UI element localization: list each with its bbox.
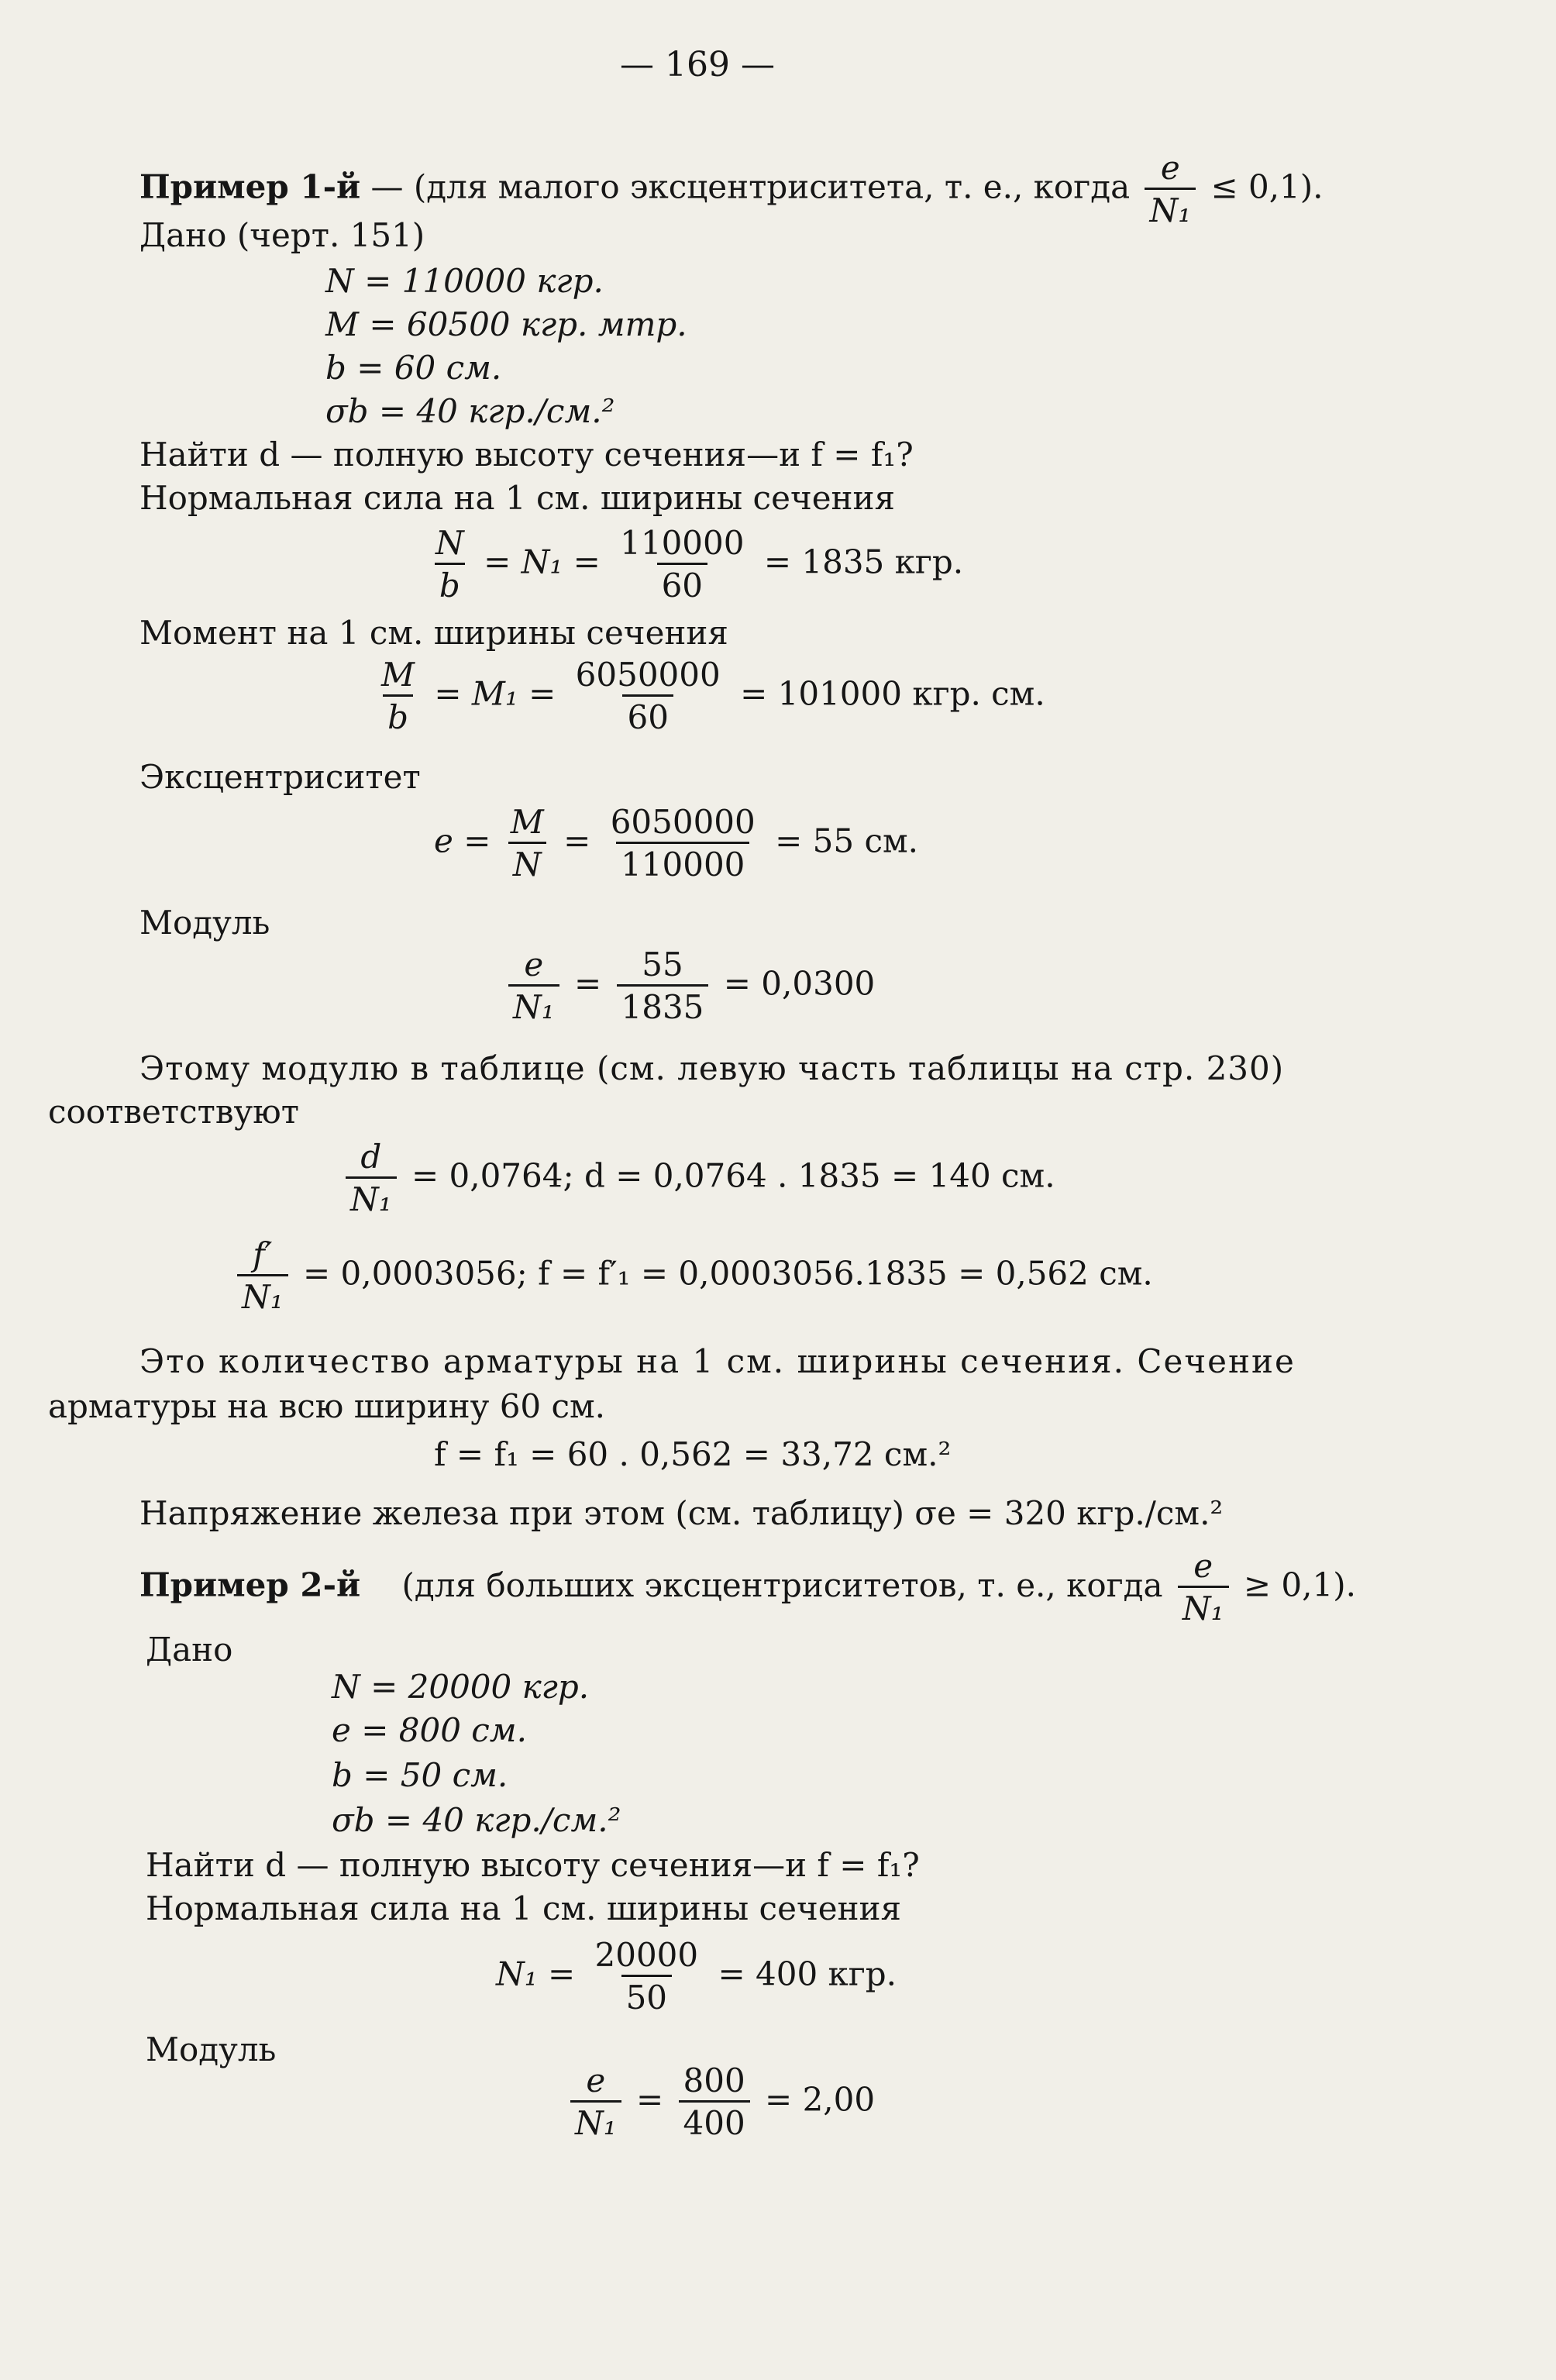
example2-given: Дано xyxy=(146,1631,233,1669)
example1-b: b = 60 см. xyxy=(325,349,502,387)
fraction-numerator: e xyxy=(586,2061,606,2099)
fraction-denominator: 60 xyxy=(657,563,707,602)
fraction-denominator: N₁ xyxy=(570,2100,621,2140)
example1-condition-prefix: — (для малого эксцентриситета, т. е., когда xyxy=(370,167,1131,206)
fraction-denominator: 400 xyxy=(679,2100,750,2140)
example2-condition-prefix: (для больших эксцентриситетов, т. е., когда xyxy=(401,1565,1163,1604)
example2-find: Найти d — полную высоту сечения—и f = f₁? xyxy=(146,1846,920,1884)
fraction-numerator: f′ xyxy=(253,1235,273,1273)
example1-heading: Пример 1-й xyxy=(139,167,361,206)
fraction-denominator: 50 xyxy=(621,1975,672,2014)
equation-term: N₁ = xyxy=(496,1955,576,1993)
example1-moment-text: Момент на 1 см. ширины сечения xyxy=(139,614,728,652)
fraction-denominator: b xyxy=(383,694,413,734)
example1-find: Найти d — полную высоту сечения—и f = f₁? xyxy=(139,436,914,474)
example1-reinforcement-text-cont: арматуры на всю ширину 60 см. xyxy=(48,1387,606,1425)
equation-result: = 0,0003056; f = f′₁ = 0,0003056.1835 = 0,562 см. xyxy=(302,1254,1153,1293)
example1-given: Дано (черт. 151) xyxy=(139,216,425,254)
equation-result: = 101000 кгр. см. xyxy=(740,674,1045,713)
example1-equation-5 xyxy=(341,1138,1055,1218)
example1-reinforcement-text: Это количество арматуры на 1 см. ширины сечения. Сечение xyxy=(139,1342,1296,1380)
example2-equation-1 xyxy=(496,1936,897,2017)
fraction-numerator: 110000 xyxy=(620,524,745,562)
equation-result: = 0,0300 xyxy=(723,964,876,1003)
fraction-denominator: N xyxy=(508,842,546,881)
example1-N: N = 110000 кгр. xyxy=(325,262,604,300)
fraction-denominator: N₁ xyxy=(346,1176,397,1216)
example1-normal-force-text: Нормальная сила на 1 см. ширины сечения xyxy=(139,479,896,517)
fraction-numerator: 6050000 xyxy=(610,803,756,841)
example1-condition-fraction xyxy=(1145,149,1196,229)
example2-heading-line xyxy=(139,1547,1356,1627)
example1-equation-6 xyxy=(232,1235,1153,1316)
example2-sigma-b: σb = 40 кгр./см.² xyxy=(332,1801,621,1839)
equation-term: = N₁ = xyxy=(484,542,601,581)
example2-normal-force-text: Нормальная сила на 1 см. ширины сечения xyxy=(146,1889,902,1927)
equation-result: = 55 см. xyxy=(775,821,919,860)
fraction-numerator: d xyxy=(360,1138,382,1176)
example2-condition-fraction xyxy=(1178,1547,1229,1627)
example1-eccentricity-text: Эксцентриситет xyxy=(139,758,421,796)
equation-term: = M₁ = xyxy=(434,674,556,713)
example2-e: e = 800 см. xyxy=(332,1711,527,1749)
fraction-numerator: 20000 xyxy=(594,1936,699,1974)
example1-equation-1 xyxy=(426,524,964,604)
example2-modulus-text: Модуль xyxy=(146,2030,277,2068)
example1-modulus-text: Модуль xyxy=(139,904,270,942)
fraction-denominator: N₁ xyxy=(508,984,559,1024)
fraction-denominator: 1835 xyxy=(617,984,709,1024)
example1-equation-3: e = $\frac{M}{N}$ = $\frac{6050000}{110000}$ = 55 см. xyxy=(434,803,919,883)
fraction-numerator: 55 xyxy=(642,945,683,983)
example1-condition-suffix: ≤ 0,1). xyxy=(1210,167,1324,206)
example1-equation-4: $\frac{e}{\text{N₁}}$ = $\frac{55}{1835}$ = 0,0300 xyxy=(504,949,875,1024)
fraction-numerator: 6050000 xyxy=(575,656,721,694)
fraction-denominator: N₁ xyxy=(1178,1586,1229,1625)
fraction-denominator: 110000 xyxy=(616,842,749,881)
example2-heading: Пример 2-й xyxy=(139,1565,361,1604)
fraction-denominator: 60 xyxy=(622,694,673,734)
example1-table-text: Этому модулю в таблице (см. левую часть таблицы на стр. 230) xyxy=(139,1049,1285,1087)
example1-stress-text: Напряжение железа при этом (см. таблицу) σe = 320 кгр./см.² xyxy=(139,1494,1224,1532)
fraction-numerator: N xyxy=(435,524,464,562)
page-number: — 169 — xyxy=(620,45,775,84)
example2-N: N = 20000 кгр. xyxy=(332,1668,590,1706)
equation-result: = 1835 кгр. xyxy=(763,542,964,581)
example1-sigma-b: σb = 40 кгр./см.² xyxy=(325,392,615,430)
example1-table-text-cont: соответствуют xyxy=(48,1093,299,1131)
fraction-numerator: M xyxy=(510,803,544,841)
example2-b: b = 50 см. xyxy=(332,1756,508,1794)
fraction-denominator: N₁ xyxy=(1145,188,1196,227)
equation-term: e = xyxy=(434,821,491,860)
fraction-numerator: 800 xyxy=(683,2061,745,2099)
fraction-numerator: M xyxy=(381,656,415,694)
fraction-numerator: e xyxy=(524,945,544,983)
example1-equation-2 xyxy=(372,656,1045,736)
example2-condition-suffix: ≥ 0,1). xyxy=(1243,1565,1356,1604)
fraction-numerator: e xyxy=(1193,1547,1213,1585)
fraction-denominator: b xyxy=(435,563,465,602)
example2-equation-2: $\frac{e}{\text{N₁}}$ = $\frac{800}{400}$ = 2,00 xyxy=(566,2065,875,2140)
fraction-numerator: e xyxy=(1160,149,1180,187)
example1-M: M = 60500 кгр. мтр. xyxy=(325,305,687,343)
equation-result: = 2,00 xyxy=(765,2080,876,2119)
equation-result: = 400 кгр. xyxy=(718,1955,897,1993)
example1-equation-7: f = f₁ = 60 . 0,562 = 33,72 см.² xyxy=(434,1435,952,1473)
equation-result: = 0,0764; d = 0,0764 . 1835 = 140 см. xyxy=(411,1156,1055,1195)
fraction-denominator: N₁ xyxy=(237,1274,288,1314)
